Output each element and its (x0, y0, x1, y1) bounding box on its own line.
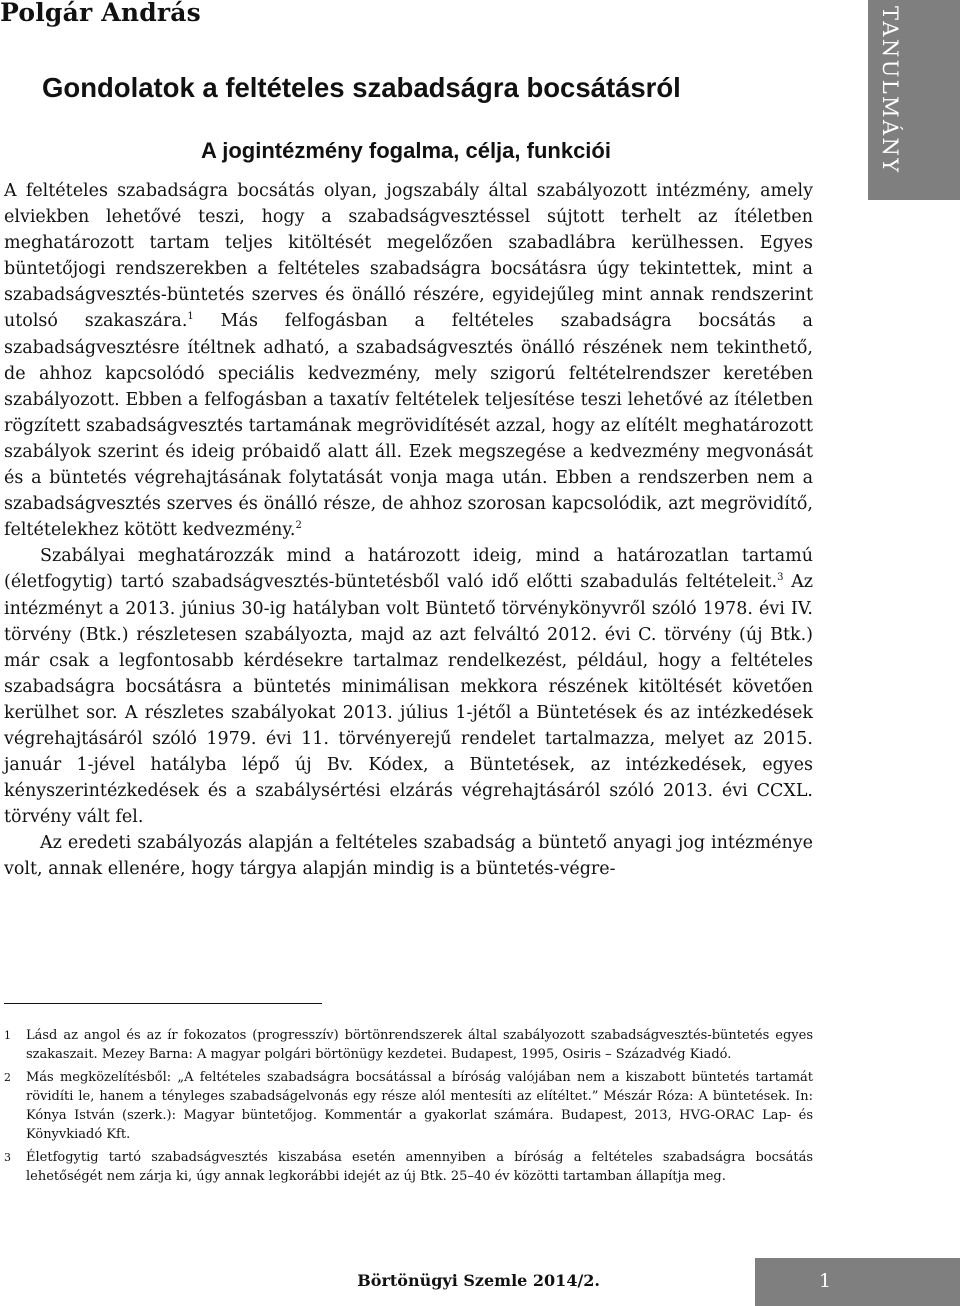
section-tab-label: TANULMÁNY (878, 6, 902, 175)
paragraph-1 (4, 178, 813, 543)
paragraph-3: Az eredeti szabályozás alapján a feltételes szabadság a büntető anyagi jog intézménye volt, annak ellenére, hogy tárgya alapján mindig is a büntetés-végre- (4, 833, 813, 880)
section-heading: A jogintézmény fogalma, célja, funkciói (201, 138, 611, 163)
footnote-number: 3 (4, 1151, 11, 1164)
section-tab-label-wrap (868, 0, 960, 200)
footnote-ref-2: 2 (295, 520, 302, 532)
paragraph-2 (4, 543, 813, 830)
paragraph-1-text-a: A feltételes szabadságra bocsátás olyan, jogszabály által szabályozott intézmény, amely elviekben lehetővé teszi, hogy a szabadságvesztéssel sújtott terhelt az ítéletben meghatározott tartam teljes kitöltését megelőzően szabadlábra kerülhessen. Egyes büntetőjogi rendszerekben a feltételes szabadságra bocsátásra úgy tekintettek, mint a szabadságvesztés-büntetés szerves és önálló részére, egyidejűleg mint annak rendszerint utolsó szakaszára. (4, 181, 813, 332)
footnote-2 (4, 1068, 813, 1144)
footnote-3 (4, 1148, 813, 1186)
footnote-number: 1 (4, 1029, 11, 1042)
paragraph-1-text-b: Más felfogásban a feltételes szabadságra bocsátás a szabadságvesztésre ítéltnek adható, a szabadságvesztés önálló részének nem tekinthető, de ahhoz kapcsolódó speciális kedvezmény, mely szigorú feltételrendszer keretében szabályozott. Ebben a felfogásban a taxatív feltételek teljesítése teszi lehetővé az ítéletben rögzített szabadságvesztés tartamának megrövidítését azzal, hogy az elítélt meghatározott szabályok szerint és ideig próbaidő alatt áll. Ezek megszegése a kedvezmény megvonását és a büntetés végrehajtásának folytatását vonja maga után. Ebben a rendszerben nem a szabadságvesztés szerves és önálló része, de ahhoz szorosan kapcsolódik, azt megrövidítő, feltételekhez kötött kedvezmény. (4, 311, 813, 541)
footnote-divider (4, 1003, 322, 1004)
page-number: 1 (818, 1270, 832, 1292)
paragraph-2-text-a: Szabályai meghatározzák mind a határozott ideig, mind a határozatlan tartamú (életfogytig) tartó szabadságvesztés-büntetésből való idő előtti szabadulás feltételeit. (4, 546, 813, 593)
article-body (4, 178, 813, 883)
footnote-ref-1: 1 (187, 311, 194, 323)
paragraph-2-text-b: Az intézményt a 2013. június 30-ig hatályban volt Büntető törvénykönyvről szóló 1978. évi IV. törvény (Btk.) részletesen szabályozta, majd az azt felváltó 2012. évi C. törvény (új Btk.) már csak a legfontosabb kérdésekre tartalmaz rendelkezést, például, hogy a feltételes szabadságra bocsátásra a büntetés minimálisan mekkora részének kitöltését követően kerülhet sor. A részletes szabályokat 2013. július 1-jétől a Büntetések és az intézkedések végrehajtásáról szóló 1979. évi 11. törvényerejű rendelet tartalmazza, melyet az 2015. január 1-jével hatályba lépő új Bv. Kódex, a Büntetések, az intézkedések, egyes kényszerintézkedések és a szabálysértési elzárás végrehajtásáról szóló 2013. évi CCXL. törvény vált fel. (4, 572, 814, 828)
footnote-ref-3: 3 (777, 572, 784, 584)
footnote-text: Lásd az angol és az ír fokozatos (progresszív) börtönrendszerek által szabályozott szabadságvesztés-büntetés egyes szakaszait. Mezey Barna: A magyar polgári börtönügy kezdetei. Budapest, 1995, Osiris – Századvég Kiadó. (26, 1028, 813, 1062)
author-name: Polgár András (0, 0, 201, 27)
footnotes (4, 1026, 813, 1190)
footnote-text: Életfogytig tartó szabadságvesztés kiszabása esetén amennyiben a bíróság a feltételes szabadságra bocsátás lehetőségét nem zárja ki, úgy annak legkorábbi idejét az új Btk. 25–40 év közötti tartamban állapítja meg. (26, 1150, 813, 1184)
footnote-1 (4, 1026, 813, 1064)
footnote-number: 2 (4, 1071, 11, 1084)
journal-name: Börtönügyi Szemle 2014/2. (357, 1271, 600, 1290)
footnote-text: Más megközelítésből: „A feltételes szabadságra bocsátással a bíróság valójában nem a kiszabott büntetés tartamát rövidíti le, hanem a tényleges szabadságelvonás egy része alól mentesíti az elítéltet.” Mészár Róza: A büntetések. In: Kónya István (szerk.): Magyar büntetőjog. Kommentár a gyakorlat számára. Budapest, 2013, HVG-ORAC Lap- és Könyvkiadó Kft. (26, 1070, 813, 1142)
article-title: Gondolatok a feltételes szabadságra bocsátásról (42, 72, 681, 103)
